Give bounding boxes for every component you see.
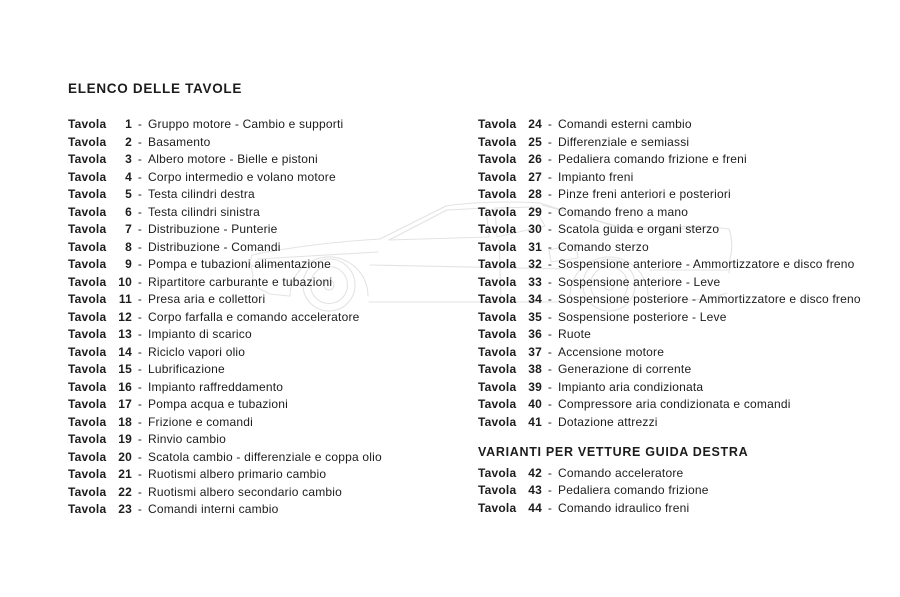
table-entry-row — [68, 256, 468, 274]
table-entry-number: 34 — [528, 292, 542, 306]
table-entry-prefix: Tavola — [478, 204, 517, 219]
table-entry-prefix: Tavola — [478, 500, 517, 515]
page-title: ELENCO DELLE TAVOLE — [68, 81, 243, 96]
table-entry-separator: - — [137, 484, 143, 499]
table-entry-title: Sospensione posteriore - Ammortizzatore e disco freno — [558, 292, 861, 306]
table-entry-title: Ripartitore carburante e tubazioni — [148, 274, 333, 289]
table-entry-separator: - — [547, 222, 553, 236]
table-entry-number: 28 — [528, 187, 542, 201]
table-entry-separator: - — [137, 327, 143, 341]
table-entry-title: Corpo intermedio e volano motore — [148, 169, 336, 184]
table-entry-title: Scatola cambio - differenziale e coppa olio — [148, 449, 382, 464]
table-entry-row — [68, 116, 468, 134]
table-entry-number: 17 — [118, 397, 132, 411]
table-entry-title: Pedaliera comando frizione — [558, 483, 709, 497]
table-entry-separator: - — [137, 187, 143, 201]
table-entry-prefix: Tavola — [68, 449, 107, 464]
table-entry-title: Comandi esterni cambio — [558, 117, 692, 131]
table-entry-row — [478, 239, 898, 257]
table-entry-row — [68, 396, 468, 414]
table-entry-title: Impianto raffreddamento — [148, 379, 284, 394]
table-entry-prefix: Tavola — [68, 117, 107, 131]
table-entry-number: 32 — [528, 257, 542, 271]
table-entry-row — [68, 449, 468, 467]
table-entry-title: Pompa e tubazioni alimentazione — [148, 257, 331, 271]
table-entry-row — [478, 500, 898, 518]
table-entry-title: Pompa acqua e tubazioni — [148, 397, 289, 411]
table-entry-separator: - — [137, 397, 143, 411]
table-entry-prefix: Tavola — [68, 274, 107, 289]
table-entry-number: 24 — [528, 117, 542, 131]
table-entry-prefix: Tavola — [478, 379, 517, 394]
table-list-right-column — [478, 116, 898, 517]
table-entry-separator: - — [137, 239, 143, 254]
table-entry-number: 29 — [528, 204, 542, 219]
table-entry-row — [478, 186, 898, 204]
table-entry-row — [68, 186, 468, 204]
table-entry-title: Compressore aria condizionata e comandi — [558, 397, 791, 411]
table-entry-prefix: Tavola — [68, 414, 107, 429]
table-entry-title: Distribuzione - Punterie — [148, 222, 278, 236]
table-entry-number: 6 — [125, 204, 132, 219]
table-entry-prefix: Tavola — [68, 134, 107, 149]
table-entry-separator: - — [547, 152, 553, 166]
table-entry-prefix: Tavola — [68, 467, 107, 481]
table-rows-24-41 — [478, 116, 898, 431]
table-entry-separator: - — [547, 500, 553, 515]
table-entry-separator: - — [137, 309, 143, 324]
table-entry-row — [68, 344, 468, 362]
table-entry-separator: - — [547, 414, 553, 429]
table-entry-row — [478, 396, 898, 414]
table-entry-prefix: Tavola — [478, 117, 517, 131]
table-entry-prefix: Tavola — [478, 134, 517, 149]
table-entry-prefix: Tavola — [68, 502, 107, 516]
table-entry-row — [68, 484, 468, 502]
table-entry-number: 13 — [118, 327, 132, 341]
table-entry-number: 43 — [528, 483, 542, 497]
table-entry-prefix: Tavola — [478, 414, 517, 429]
table-entry-title: Generazione di corrente — [558, 362, 692, 376]
table-entry-title: Distribuzione - Comandi — [148, 239, 281, 254]
table-entry-row — [68, 361, 468, 379]
table-entry-row — [478, 361, 898, 379]
table-entry-number: 41 — [528, 414, 542, 429]
table-entry-title: Impianto aria condizionata — [558, 379, 704, 394]
table-entry-separator: - — [547, 169, 553, 184]
table-entry-prefix: Tavola — [478, 362, 517, 376]
table-entry-row — [478, 414, 898, 432]
table-entry-number: 44 — [528, 500, 542, 515]
table-entry-number: 9 — [125, 257, 132, 271]
table-entry-title: Sospensione posteriore - Leve — [558, 309, 727, 324]
table-entry-separator: - — [547, 274, 553, 289]
table-entry-row — [478, 221, 898, 239]
table-entry-prefix: Tavola — [68, 484, 107, 499]
table-entry-separator: - — [137, 134, 143, 149]
table-entry-prefix: Tavola — [478, 483, 517, 497]
table-entry-number: 25 — [528, 134, 542, 149]
table-entry-title: Comando sterzo — [558, 239, 649, 254]
table-entry-separator: - — [137, 379, 143, 394]
table-entry-separator: - — [547, 362, 553, 376]
table-entry-title: Accensione motore — [558, 344, 665, 359]
table-entry-title: Comandi interni cambio — [148, 502, 279, 516]
table-entry-separator: - — [137, 204, 143, 219]
table-entry-separator: - — [547, 292, 553, 306]
table-entry-separator: - — [137, 432, 143, 446]
table-entry-separator: - — [137, 257, 143, 271]
table-entry-title: Ruotismi albero secondario cambio — [148, 484, 343, 499]
table-entry-number: 40 — [528, 397, 542, 411]
table-entry-number: 18 — [118, 414, 132, 429]
table-entry-number: 12 — [118, 309, 132, 324]
table-entry-prefix: Tavola — [68, 222, 107, 236]
table-entry-title: Impianto di scarico — [148, 327, 252, 341]
table-entry-prefix: Tavola — [478, 465, 517, 480]
table-entry-title: Gruppo motore - Cambio e supporti — [148, 117, 344, 131]
table-entry-row — [68, 466, 468, 484]
table-entry-title: Corpo farfalla e comando acceleratore — [148, 309, 360, 324]
table-entry-number: 23 — [118, 502, 132, 516]
table-entry-row — [478, 482, 898, 500]
table-entry-row — [68, 431, 468, 449]
variants-section-heading: VARIANTI PER VETTURE GUIDA DESTRA — [478, 445, 749, 459]
table-entry-number: 36 — [528, 327, 542, 341]
table-entry-row — [68, 309, 468, 327]
table-entry-row — [478, 344, 898, 362]
table-entry-title: Frizione e comandi — [148, 414, 253, 429]
table-entry-separator: - — [547, 204, 553, 219]
table-entry-separator: - — [547, 327, 553, 341]
table-entry-separator: - — [137, 169, 143, 184]
table-entry-title: Rinvio cambio — [148, 432, 226, 446]
table-entry-row — [68, 414, 468, 432]
table-entry-prefix: Tavola — [68, 309, 107, 324]
table-rows-1-23 — [68, 116, 468, 519]
table-entry-row — [68, 239, 468, 257]
table-entry-number: 26 — [528, 152, 542, 166]
table-entry-number: 20 — [118, 449, 132, 464]
table-entry-separator: - — [547, 483, 553, 497]
table-entry-number: 16 — [118, 379, 132, 394]
table-entry-prefix: Tavola — [68, 257, 107, 271]
table-entry-prefix: Tavola — [478, 292, 517, 306]
table-entry-separator: - — [137, 467, 143, 481]
table-entry-separator: - — [137, 222, 143, 236]
table-entry-number: 11 — [118, 292, 132, 306]
table-entry-title: Pinze freni anteriori e posteriori — [558, 187, 731, 201]
table-entry-prefix: Tavola — [68, 327, 107, 341]
table-entry-number: 7 — [125, 222, 132, 236]
table-entry-row — [68, 379, 468, 397]
table-entry-separator: - — [137, 449, 143, 464]
table-entry-title: Albero motore - Bielle e pistoni — [148, 152, 318, 166]
table-rows-42-44 — [478, 465, 898, 518]
table-entry-title: Sospensione anteriore - Leve — [558, 274, 721, 289]
table-entry-prefix: Tavola — [478, 309, 517, 324]
table-entry-number: 19 — [118, 432, 132, 446]
table-entry-prefix: Tavola — [68, 292, 107, 306]
table-entry-row — [478, 326, 898, 344]
table-entry-number: 14 — [118, 344, 132, 359]
table-entry-separator: - — [137, 362, 143, 376]
table-list-left-column — [68, 116, 468, 519]
table-entry-row — [68, 204, 468, 222]
table-entry-row — [68, 134, 468, 152]
table-entry-prefix: Tavola — [68, 239, 107, 254]
table-entry-title: Comando acceleratore — [558, 465, 684, 480]
table-entry-number: 35 — [528, 309, 542, 324]
table-entry-prefix: Tavola — [478, 344, 517, 359]
table-entry-prefix: Tavola — [68, 344, 107, 359]
table-entry-number: 3 — [125, 152, 132, 166]
table-entry-prefix: Tavola — [478, 257, 517, 271]
table-entry-prefix: Tavola — [478, 169, 517, 184]
table-entry-row — [478, 134, 898, 152]
table-entry-prefix: Tavola — [68, 187, 107, 201]
table-entry-row — [478, 309, 898, 327]
table-entry-row — [478, 204, 898, 222]
table-entry-separator: - — [547, 117, 553, 131]
table-entry-number: 15 — [118, 362, 132, 376]
table-entry-prefix: Tavola — [68, 362, 107, 376]
table-entry-separator: - — [137, 292, 143, 306]
table-entry-number: 27 — [528, 169, 542, 184]
table-entry-row — [478, 116, 898, 134]
table-entry-title: Ruote — [558, 327, 592, 341]
table-entry-title: Impianto freni — [558, 169, 634, 184]
table-entry-separator: - — [547, 379, 553, 394]
table-entry-title: Comando idraulico freni — [558, 500, 690, 515]
table-entry-number: 30 — [528, 222, 542, 236]
table-entry-row — [478, 379, 898, 397]
table-entry-title: Comando freno a mano — [558, 204, 689, 219]
table-entry-title: Pedaliera comando frizione e freni — [558, 152, 747, 166]
table-entry-number: 39 — [528, 379, 542, 394]
table-entry-separator: - — [137, 414, 143, 429]
table-entry-number: 1 — [125, 117, 132, 131]
table-entry-separator: - — [547, 344, 553, 359]
table-entry-prefix: Tavola — [478, 397, 517, 411]
table-entry-number: 33 — [528, 274, 542, 289]
table-entry-prefix: Tavola — [478, 239, 517, 254]
table-entry-number: 22 — [118, 484, 132, 499]
table-entry-separator: - — [547, 309, 553, 324]
table-entry-title: Sospensione anteriore - Ammortizzatore e disco freno — [558, 257, 855, 271]
table-entry-number: 31 — [528, 239, 542, 254]
table-entry-row — [68, 169, 468, 187]
table-entry-separator: - — [137, 117, 143, 131]
table-entry-separator: - — [547, 397, 553, 411]
table-entry-prefix: Tavola — [68, 204, 107, 219]
table-entry-title: Lubrificazione — [148, 362, 225, 376]
table-entry-prefix: Tavola — [478, 222, 517, 236]
table-entry-prefix: Tavola — [478, 274, 517, 289]
table-entry-row — [68, 326, 468, 344]
table-entry-row — [478, 151, 898, 169]
table-entry-prefix: Tavola — [68, 432, 107, 446]
table-entry-title: Scatola guida e organi sterzo — [558, 222, 720, 236]
table-entry-prefix: Tavola — [68, 379, 107, 394]
table-entry-number: 2 — [125, 134, 132, 149]
table-entry-title: Presa aria e collettori — [148, 292, 266, 306]
table-entry-separator: - — [547, 465, 553, 480]
table-entry-separator: - — [547, 134, 553, 149]
table-entry-row — [478, 256, 898, 274]
table-entry-separator: - — [137, 274, 143, 289]
table-entry-title: Testa cilindri destra — [148, 187, 255, 201]
table-entry-row — [478, 169, 898, 187]
table-entry-prefix: Tavola — [478, 152, 517, 166]
table-entry-row — [68, 151, 468, 169]
table-entry-separator: - — [547, 239, 553, 254]
table-entry-separator: - — [547, 187, 553, 201]
table-entry-row — [68, 221, 468, 239]
table-entry-title: Basamento — [148, 134, 211, 149]
table-entry-row — [68, 501, 468, 519]
table-entry-number: 42 — [528, 465, 542, 480]
table-entry-title: Ruotismi albero primario cambio — [148, 467, 327, 481]
table-entry-title: Testa cilindri sinistra — [148, 204, 260, 219]
table-entry-separator: - — [137, 152, 143, 166]
table-entry-title: Riciclo vapori olio — [148, 344, 246, 359]
table-entry-number: 5 — [125, 187, 132, 201]
table-entry-separator: - — [137, 344, 143, 359]
table-entry-row — [478, 274, 898, 292]
table-entry-number: 21 — [118, 467, 132, 481]
table-entry-prefix: Tavola — [68, 169, 107, 184]
table-entry-row — [478, 291, 898, 309]
table-entry-number: 37 — [528, 344, 542, 359]
table-entry-row — [68, 291, 468, 309]
table-entry-separator: - — [547, 257, 553, 271]
table-entry-title: Dotazione attrezzi — [558, 414, 658, 429]
table-entry-prefix: Tavola — [68, 397, 107, 411]
table-entry-row — [478, 465, 898, 483]
table-entry-separator: - — [137, 502, 143, 516]
table-entry-number: 8 — [125, 239, 132, 254]
table-entry-prefix: Tavola — [68, 152, 107, 166]
table-entry-title: Differenziale e semiassi — [558, 134, 690, 149]
table-entry-number: 38 — [528, 362, 542, 376]
table-entry-number: 4 — [125, 169, 132, 184]
table-entry-prefix: Tavola — [478, 327, 517, 341]
table-entry-row — [68, 274, 468, 292]
table-entry-prefix: Tavola — [478, 187, 517, 201]
table-entry-number: 10 — [118, 274, 132, 289]
